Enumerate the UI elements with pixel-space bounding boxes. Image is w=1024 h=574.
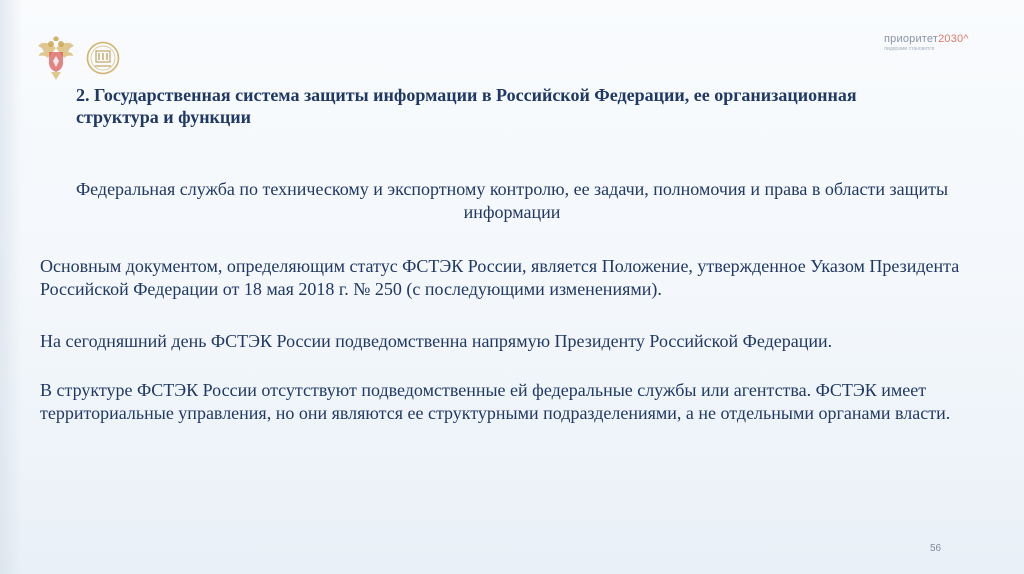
page-number: 56: [930, 543, 942, 554]
body-paragraph: В структуре ФСТЭК России отсутствуют подведомственные ей федеральные службы или агентства. ФСТЭК имеет территориальные управления, но они являются ее структурными подразделениями, а не отдельными органами власти.: [40, 380, 951, 423]
slide-subtitle: Федеральная служба по техническому и экспортному контролю, ее задачи, полномочия и права в области защиты информации: [75, 179, 949, 222]
brand-logo: [884, 33, 994, 52]
body-paragraph: На сегодняшний день ФСТЭК России подведомственна напрямую Президенту Российской Федерации.: [40, 331, 833, 351]
brand-tagline: лидерами становятся: [884, 46, 935, 52]
university-seal-icon: [86, 41, 120, 80]
left-edge-shading: [0, 0, 22, 574]
slide-title: 2. Государственная система защиты информации в Российской Федерации, ее организационная структура и функции: [76, 85, 857, 127]
coat-of-arms-icon: [36, 36, 76, 85]
header-logos: [36, 36, 120, 85]
brand-name: приоритет2030^: [884, 33, 969, 45]
body-paragraph: Основным документом, определяющим статус ФСТЭК России, является Положение, утвержденное Указом Президента Российской Федерации от 18 мая 2018 г. № 250 (с последующими изменениями).: [40, 256, 960, 299]
